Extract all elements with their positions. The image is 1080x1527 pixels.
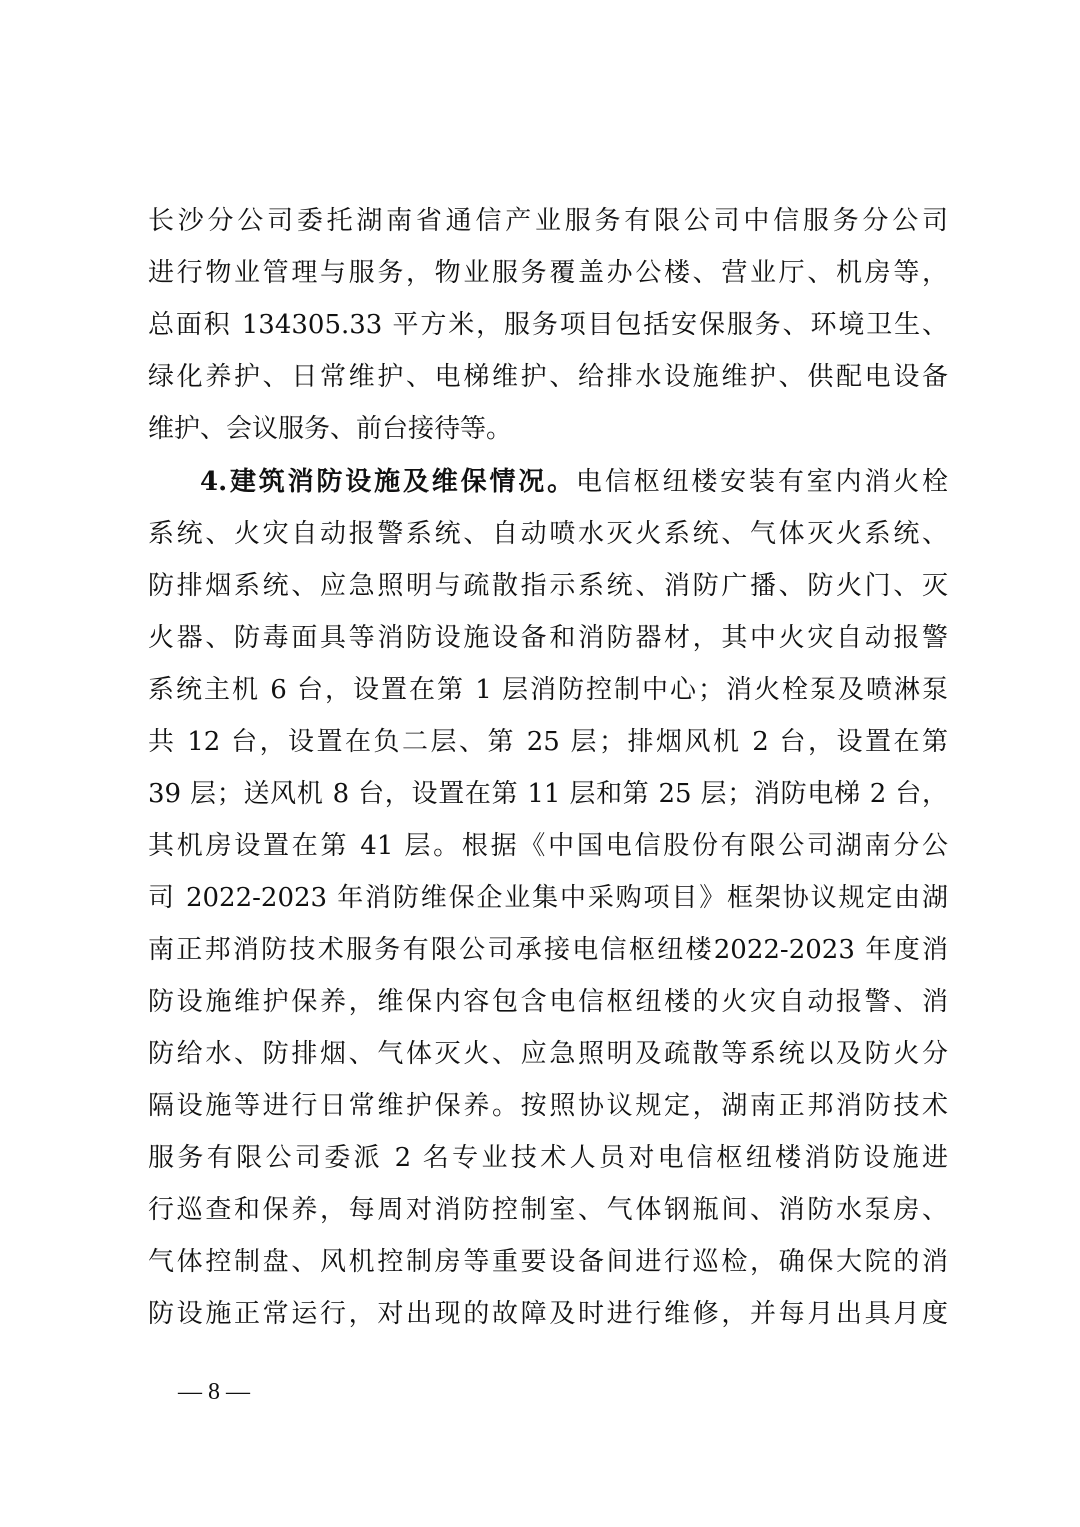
paragraph-2-line-2: 系统、火灾自动报警系统、自动喷水灭火系统、气体灭火系统、 (148, 519, 948, 549)
paragraph-2-line-8: 其机房设置在第 41 层。根据《中国电信股份有限公司湖南分公 (148, 831, 948, 861)
paragraph-2-line-1-text: 电信枢纽楼安装有室内消火栓 (575, 467, 948, 497)
paragraph-2-line-10: 南正邦消防技术服务有限公司承接电信枢纽楼2022-2023 年度消 (148, 935, 948, 965)
paragraph-2-line-1 (200, 456, 948, 508)
paragraph-1-line-3: 总面积 134305.33 平方米，服务项目包括安保服务、环境卫生、 (148, 310, 948, 340)
paragraph-2-line-3: 防排烟系统、应急照明与疏散指示系统、消防广播、防火门、灭 (148, 571, 948, 601)
paragraph-2-line-17: 防设施正常运行，对出现的故障及时进行维修，并每月出具月度 (148, 1299, 948, 1329)
paragraph-2-line-14: 服务有限公司委派 2 名专业技术人员对电信枢纽楼消防设施进 (148, 1143, 948, 1173)
paragraph-2-line-16: 气体控制盘、风机控制房等重要设备间进行巡检，确保大院的消 (148, 1247, 948, 1277)
paragraph-1-line-5: 维护、会议服务、前台接待等。 (148, 414, 513, 444)
paragraph-1-line-2: 进行物业管理与服务，物业服务覆盖办公楼、营业厅、机房等， (148, 258, 948, 288)
paragraph-1-line-4: 绿化养护、日常维护、电梯维护、给排水设施维护、供配电设备 (148, 362, 948, 392)
paragraph-2-line-12: 防给水、防排烟、气体灭火、应急照明及疏散等系统以及防火分 (148, 1039, 948, 1069)
paragraph-2-line-11: 防设施维护保养，维保内容包含电信枢纽楼的火灾自动报警、消 (148, 987, 948, 1017)
paragraph-2-line-13: 隔设施等进行日常维护保养。按照协议规定，湖南正邦消防技术 (148, 1091, 948, 1121)
page-number: — 8 — (178, 1379, 250, 1405)
paragraph-2-line-4: 火器、防毒面具等消防设施设备和消防器材，其中火灾自动报警 (148, 623, 948, 653)
paragraph-2-line-7: 39 层；送风机 8 台，设置在第 11 层和第 25 层；消防电梯 2 台， (148, 779, 948, 809)
paragraph-2-line-9: 司 2022-2023 年消防维保企业集中采购项目》框架协议规定由湖 (148, 883, 948, 913)
paragraph-1-line-1: 长沙分公司委托湖南省通信产业服务有限公司中信服务分公司 (148, 206, 948, 236)
section-heading: 4.建筑消防设施及维保情况。 (200, 467, 576, 497)
paragraph-2-line-6: 共 12 台，设置在负二层、第 25 层；排烟风机 2 台，设置在第 (148, 727, 948, 757)
paragraph-2-line-5: 系统主机 6 台，设置在第 1 层消防控制中心；消火栓泵及喷淋泵 (148, 675, 948, 705)
paragraph-2-line-15: 行巡查和保养，每周对消防控制室、气体钢瓶间、消防水泵房、 (148, 1195, 948, 1225)
